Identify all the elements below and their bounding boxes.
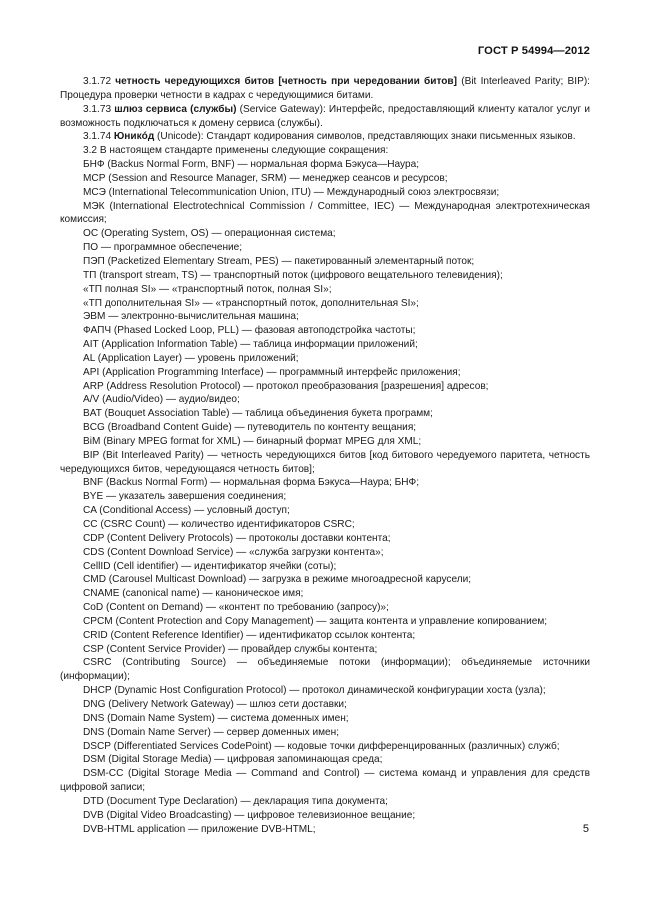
abbreviation-item: API (Application Programming Interface) — программный интерфейс приложения; — [83, 366, 461, 378]
abbreviation-item: CNAME (canonical name) — каноническое имя; — [83, 588, 304, 600]
definition-text: (Service Gateway): Интерфейс, предоставляющий клиенту каталог услуг и возможность подключаться к домену сервиса (службы). — [60, 103, 591, 129]
abbreviation-item: DHCP (Dynamic Host Configuration Protocol) — протокол динамической конфигурации хоста (узла); — [83, 685, 546, 697]
abbreviation-item: DSM-CC (Digital Storage Media — Command and Control) — система команд и управления для средств цифровой записи; — [60, 768, 590, 794]
abbreviation-item: CPCM (Content Protection and Copy Management) — защита контента и управление копированием; — [83, 615, 548, 627]
abbreviation-item: DNG (Delivery Network Gateway) — шлюз сети доставки; — [83, 698, 347, 710]
definition-number: 3.1.73 — [83, 103, 112, 115]
standard-header: ГОСТ Р 54994—2012 — [477, 45, 590, 57]
abbreviation-item: CSP (Content Service Provider) — провайдер службы контента; — [83, 643, 378, 655]
definition-term: четность чередующихся битов [четность при чередовании битов] — [115, 76, 457, 87]
abbreviation-item: DTD (Document Type Declaration) — декларация типа документа; — [83, 795, 388, 807]
definition-text: (Bit Interleaved Parity; BIP): Процедура проверки четности в кадрах с чередующимися битами. — [60, 76, 590, 101]
abbreviation-item: БНФ (Backus Normal Form, BNF) — нормальная форма Бэкуса—Наура; — [83, 159, 419, 171]
abbreviation-item: CDS (Content Download Service) — «служба загрузки контента»; — [83, 546, 384, 558]
abbreviation-item: CoD (Content on Demand) — «контент по требованию (запросу)»; — [83, 602, 389, 614]
abbreviation-item: BiM (Binary MPEG format for XML) — бинарный формат MPEG для XML; — [83, 435, 422, 447]
abbreviation-item: BAT (Bouquet Association Table) — таблица объединения букета программ; — [83, 408, 433, 420]
abbreviations-intro: 3.2 В настоящем стандарте применены следующие сокращения: — [83, 145, 389, 157]
abbreviation-item: CSRC (Contributing Source) — объединяемые потоки (информации); объединяемые источники (информации); — [60, 657, 590, 683]
definition-number: 3.1.72 — [83, 76, 112, 87]
abbreviation-item: DSCP (Differentiated Services CodePoint) — кодовые точки дифференцированных (различных) служб; — [83, 740, 560, 752]
abbreviation-item: МСЭ (International Telecommunication Union, ITU) — Международный союз электросвязи; — [83, 186, 500, 198]
definition-term: Юникóд — [113, 131, 155, 143]
abbreviation-item: CMD (Carousel Multicast Download) — загрузка в режиме многоадресной карусели; — [83, 574, 472, 586]
abbreviation-item: «ТП дополнительная SI» — «транспортный поток, дополнительная SI»; — [83, 297, 419, 309]
abbreviation-item: ОС (Operating System, OS) — операционная система; — [83, 228, 336, 240]
abbreviation-item: BYE — указатель завершения соединения; — [83, 491, 287, 503]
definition-paragraph — [60, 75, 590, 103]
abbreviation-item: CellID (Cell identifier) — идентификатор ячейки (соты); — [83, 560, 337, 572]
abbreviation-item: CC (CSRC Count) — количество идентификаторов CSRC; — [83, 519, 355, 530]
abbreviation-item: ПЭП (Packetized Elementary Stream, PES) — пакетированный элементарный поток; — [83, 255, 475, 267]
abbreviation-item: DVB-HTML application — приложение DVB-HTML; — [83, 823, 316, 835]
abbreviation-item: ФАПЧ (Phased Locked Loop, PLL) — фазовая автоподстройка частоты; — [83, 325, 416, 337]
abbreviation-item: МЭК (International Electrotechnical Commission / Committee, IEC) — Международная электротехническая комиссия; — [60, 200, 590, 226]
definition-term: шлюз сервиса (службы) — [114, 103, 237, 115]
abbreviation-item: ЭВМ — электронно-вычислительная машина; — [83, 311, 299, 323]
abbreviation-item: AL (Application Layer) — уровень приложений; — [83, 352, 299, 364]
abbreviation-item: BNF (Backus Normal Form) — нормальная форма Бэкуса—Наура; БНФ; — [83, 477, 419, 489]
abbreviation-item: BIP (Bit Interleaved Parity) — четность чередующихся битов [код битового чередуемого паритета, четность чередующихся битов, чередующаяся четность битов]; — [60, 449, 590, 475]
definition-number: 3.1.74 — [83, 131, 112, 143]
abbreviation-item: BCG (Broadband Content Guide) — путеводитель по контенту вещания; — [83, 422, 417, 434]
abbreviation-item: DVB (Digital Video Broadcasting) — цифровое телевизионное вещание; — [83, 809, 416, 821]
abbreviation-item: «ТП полная SI» — «транспортный поток, полная SI»; — [83, 283, 332, 295]
page-number: 5 — [582, 823, 589, 835]
abbreviation-item: CA (Conditional Access) — условный доступ; — [83, 505, 290, 517]
abbreviation-item: МСР (Session and Resource Manager, SRM) — менеджер сеансов и ресурсов; — [83, 172, 448, 184]
abbreviation-item: DNS (Domain Name System) — система доменных имен; — [83, 712, 349, 724]
abbreviations-list — [60, 158, 590, 836]
definitions-section — [60, 75, 590, 144]
abbreviation-item: ARP (Address Resolution Protocol) — протокол преобразования [разрешения] адресов; — [83, 380, 489, 392]
abbreviation-item: A/V (Audio/Video) — аудио/видео; — [83, 394, 240, 406]
document-body — [60, 75, 590, 836]
abbreviation-item: ПО — программное обеспечение; — [83, 242, 243, 254]
definition-text: (Unicode): Стандарт кодирования символов, представляющих знаки письменных языков. — [157, 131, 576, 143]
abbreviation-item: AIT (Application Information Table) — таблица информации приложений; — [83, 339, 418, 351]
abbreviation-item: ТП (transport stream, TS) — транспортный поток (цифрового вещательного телевидения); — [83, 269, 503, 281]
abbreviation-item: CRID (Content Reference Identifier) — идентификатор ссылок контента; — [83, 629, 416, 641]
abbreviation-item: CDP (Content Delivery Protocols) — протоколы доставки контента; — [83, 532, 391, 544]
definition-paragraph — [60, 103, 590, 131]
definition-paragraph — [60, 130, 590, 144]
abbreviation-item: DSM (Digital Storage Media) — цифровая запоминающая среда; — [83, 754, 383, 766]
abbreviation-item: DNS (Domain Name Server) — сервер доменных имен; — [83, 726, 340, 738]
